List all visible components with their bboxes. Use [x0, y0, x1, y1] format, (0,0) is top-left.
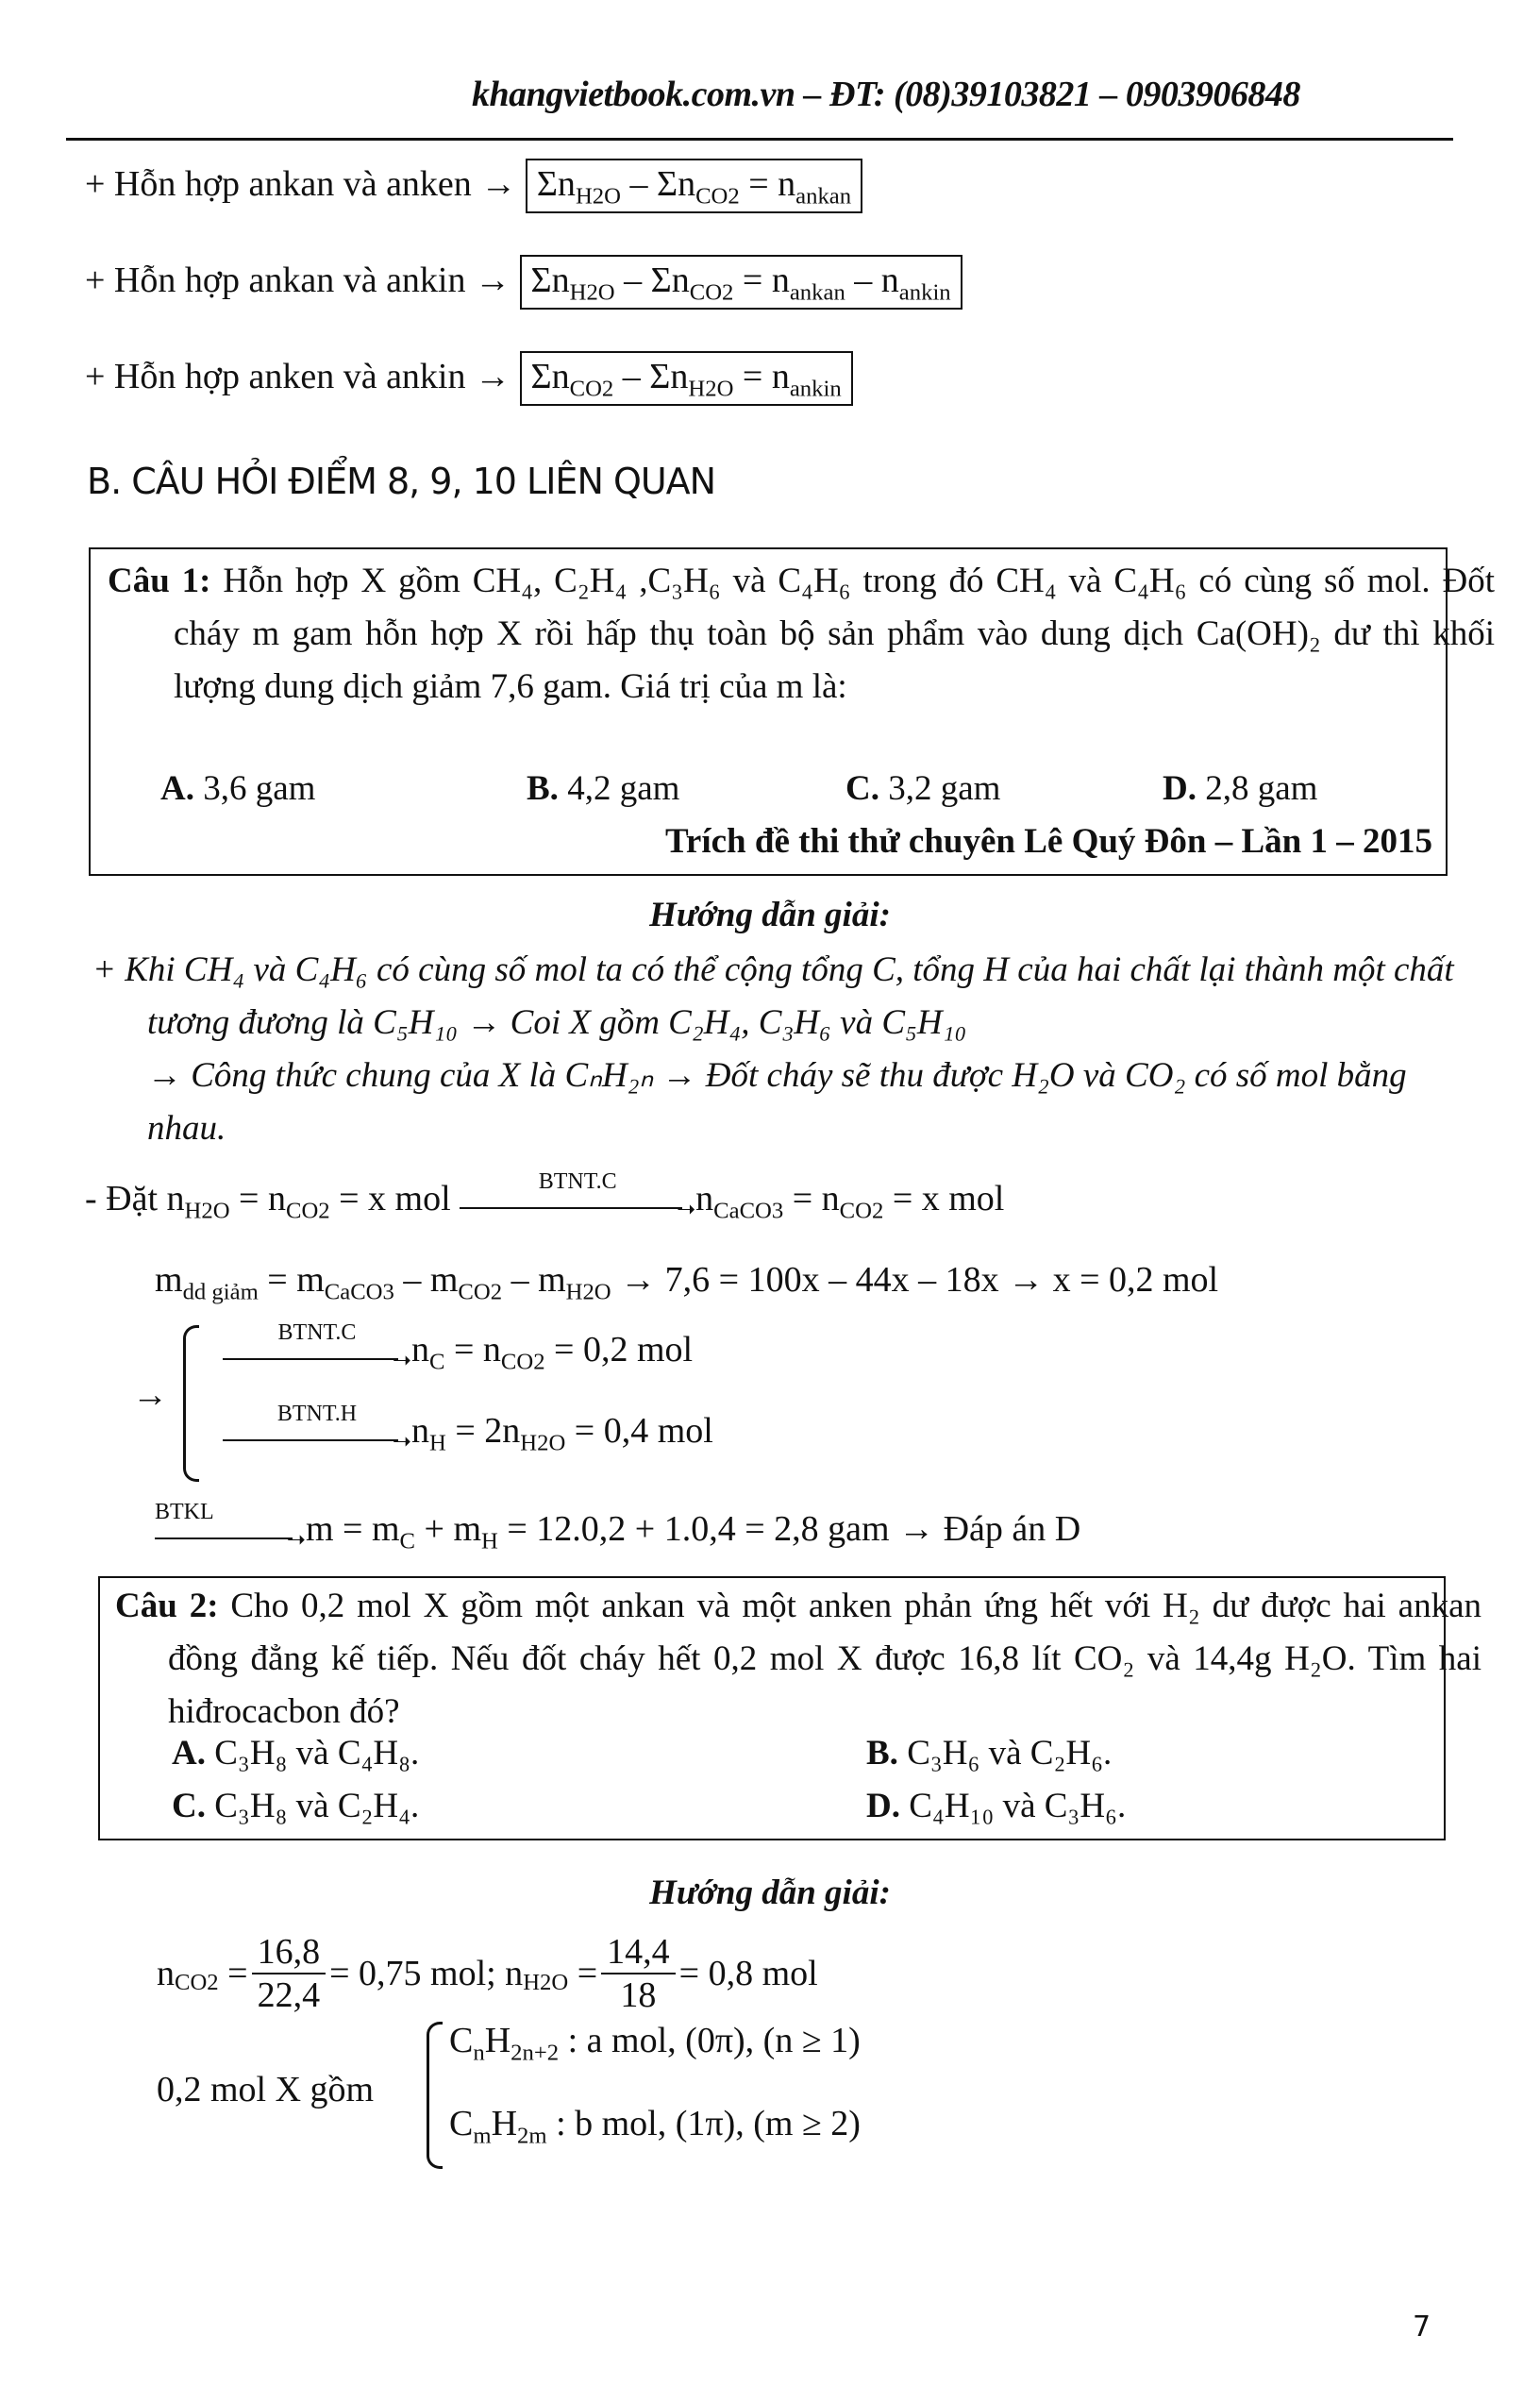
- fraction: $\frac{14,4}{18}$: [601, 1931, 676, 2016]
- btnt-c-arrow: BTNT.C ➝: [460, 1183, 695, 1220]
- rule-row: [85, 351, 853, 406]
- formula-box: $\Sigma n_{H2O} - \Sigma n_{CO2} = n_{ankan}$: [526, 159, 862, 213]
- question-1-text: Câu 1: Hỗn hợp X gồm CH₄, C₂H₄ ,C₃H₆ và C₄H₆ trong đó CH₄ và C₄H₆ có cùng số mol. Đốt cháy m gam hỗn hợp X rồi hấp thụ toàn bộ sản phẩm vào dung dịch Ca(OH)₂ dư thì khối lượng dung dịch giảm 7,6 gam. Giá trị của m là:: [108, 562, 1495, 706]
- option-d: D. 2,8 gam: [1163, 769, 1318, 808]
- question-1-options: [160, 763, 1425, 815]
- solution-1-heading: Hướng dẫn giải:: [649, 896, 891, 934]
- solution-2-heading: Hướng dẫn giải:: [649, 1874, 891, 1912]
- question-2-box: [98, 1576, 1482, 1840]
- brace-line-1: BTNT.C ➝ $n_C = n_{CO2} = 0,2$ mol: [223, 1329, 693, 1371]
- solution-2-moles: n CO2 = $\frac{16,8}{22,4}$ = 0,75 mol; n H2O = $\frac{14,4}{18}$ = 0,8 mol: [157, 1932, 818, 2015]
- question-1-box: [89, 547, 1495, 876]
- formula-box: $\Sigma n_{CO2} - \Sigma n_{H2O} = n_{ankin}$: [520, 351, 853, 406]
- brace-line-2: BTNT.H ➝ $n_H = 2n_{H2O} = 0,4$ mol: [223, 1410, 713, 1453]
- system-line-1: $C_nH_{2n+2}$ : a mol, (0π), (n ≥ 1): [449, 2021, 861, 2066]
- h2o-subscript: H2O: [523, 1969, 569, 1995]
- solution-1-paragraph-2: → Công thức chung của X là CₙH₂ₙ → Đốt cháy sẽ thu được H₂O và CO₂ có số mol bằng nhau.: [147, 1056, 1407, 1148]
- btnt-h-arrow: BTNT.H ➝: [223, 1415, 411, 1453]
- question-2-options: [172, 1727, 1398, 1833]
- brace-icon: [427, 2022, 443, 2169]
- option-c: C. 3,2 gam: [845, 769, 1001, 808]
- fraction: $\frac{16,8}{22,4}$: [252, 1931, 326, 2016]
- page-number: 7: [1413, 2310, 1431, 2344]
- option-a: A. 3,6 gam: [160, 769, 316, 808]
- option-b: B. C₃H₆ và C₂H₆.: [866, 1734, 1113, 1773]
- system-line-2: $C_mH_{2m}$ : b mol, (1π), (m ≥ 2): [449, 2104, 861, 2149]
- btnt-c-arrow: BTNT.C ➝: [223, 1334, 411, 1371]
- option-a: A. C₃H₈ và C₄H₈.: [172, 1734, 420, 1773]
- mixture-label: 0,2 mol X gồm: [157, 2070, 375, 2109]
- btkl-arrow: BTKL ➝: [155, 1500, 306, 1554]
- page-header: khangvietbook.com.vn – ĐT: (08)39103821 – 0903906848: [472, 75, 1300, 114]
- option-d: D. C₄H₁₀ và C₃H₆.: [866, 1787, 1127, 1825]
- rule-label: + Hỗn hợp ankan và anken →: [85, 164, 517, 204]
- rule-label: + Hỗn hợp anken và ankin →: [85, 357, 511, 396]
- rule-row: [85, 255, 962, 310]
- rule-label: + Hỗn hợp ankan và ankin →: [85, 260, 511, 300]
- brace-arrow: →: [132, 1375, 168, 1415]
- rule-row: [85, 159, 862, 213]
- question-2-text: Câu 2: Cho 0,2 mol X gồm một ankan và một anken phản ứng hết với H₂ dư được hai ankan đồng đẳng kế tiếp. Nếu đốt cháy hết 0,2 mol X được 16,8 lít CO₂ và 14,4g H₂O. Tìm hai hiđrocacbon đó?: [115, 1587, 1482, 1731]
- solution-1-paragraph: + Khi CH₄ và C₄H₆ có cùng số mol ta có thể cộng tổng C, tổng H của hai chất lại thành một chất tương đương là C₅H₁₀ → Coi X gồm C₂H₄, C₃H₆ và C₅H₁₀: [92, 950, 1454, 1042]
- question-1-source: Trích đề thi thử chuyên Lê Quý Đôn – Lần 1 – 2015: [664, 822, 1432, 861]
- option-b: B. 4,2 gam: [527, 769, 680, 808]
- section-title: B. CÂU HỎI ĐIỂM 8, 9, 10 LIÊN QUAN: [87, 461, 716, 502]
- solution-1-line-1: - Đặt $n_{H2O} = n_{CO2} = x$ mol BTNT.C ➝ $n_{CaCO3} = n_{CO2} = x$ mol: [85, 1169, 1005, 1224]
- solution-1-final: BTKL ➝ $m = m_C + m_H = 12.0,2 + 1.0,4 = 2,8$ gam → Đáp án D: [155, 1500, 1081, 1554]
- co2-subscript: CO2: [175, 1969, 219, 1995]
- brace-icon: [183, 1325, 199, 1482]
- header-divider: [66, 138, 1453, 141]
- formula-box: $\Sigma n_{H2O} - \Sigma n_{CO2} = n_{ankan} - n_{ankin}$: [520, 255, 962, 310]
- solution-1-line-2: $m_{dd giảm} = m_{CaCO3} - m_{CO2} - m_{H2O} \to 7,6 = 100x - 44x - 18x \to x = 0,2$ mol: [155, 1260, 1219, 1305]
- option-c: C. C₃H₈ và C₂H₄.: [172, 1787, 420, 1825]
